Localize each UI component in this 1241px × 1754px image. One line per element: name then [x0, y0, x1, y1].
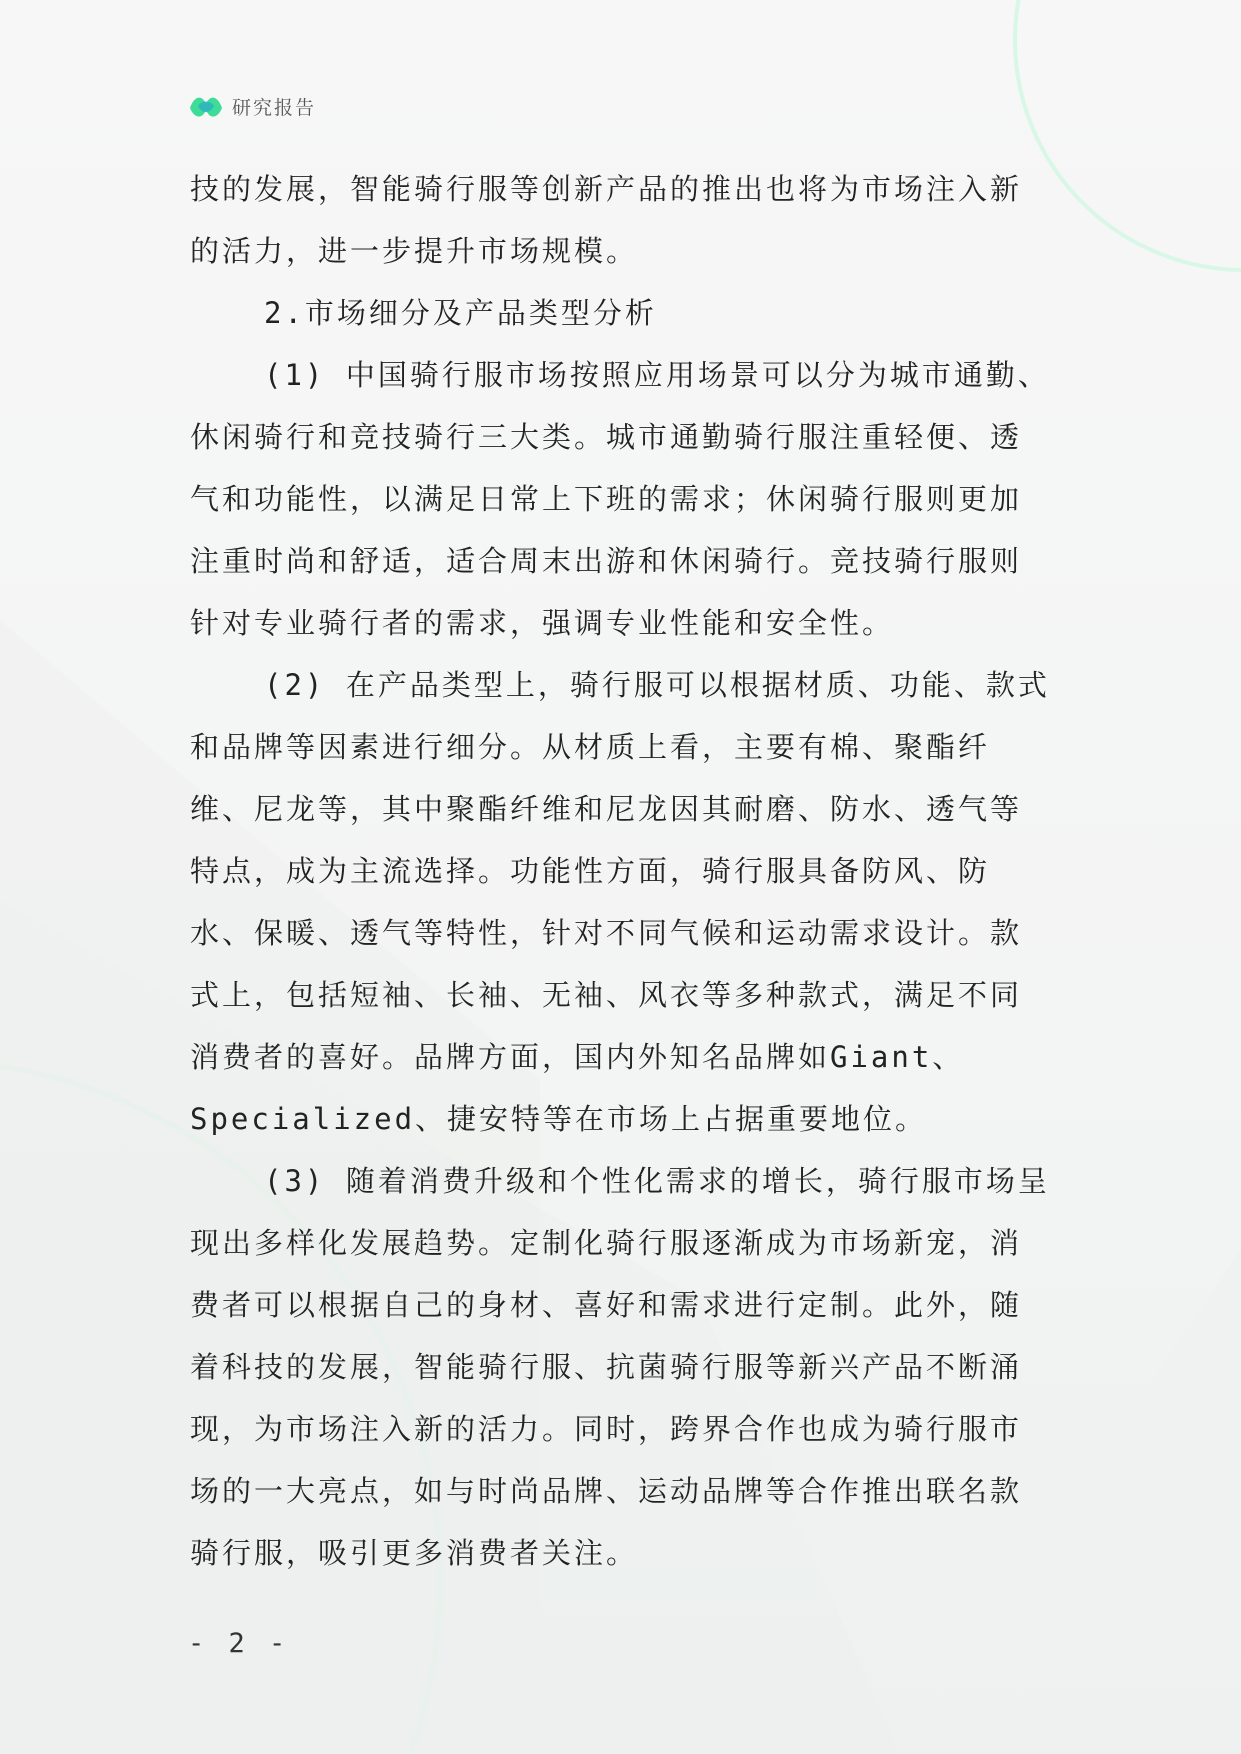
- header-title: 研究报告: [232, 96, 317, 119]
- paragraph-3: (3) 随着消费升级和个性化需求的增长，骑行服市场呈现出多样化发展趋势。定制化骑行服逐渐成为市场新宠，消费者可以根据自己的身材、喜好和需求进行定制。此外，随着科技的发展，智能骑行服、抗菌骑行服等新兴产品不断涌现，为市场注入新的活力。同时，跨界合作也成为骑行服市场的一大亮点，如与时尚品牌、运动品牌等合作推出联名款骑行服，吸引更多消费者关注。: [190, 1164, 1050, 1570]
- paragraph-2: (2) 在产品类型上，骑行服可以根据材质、功能、款式和品牌等因素进行细分。从材质上看，主要有棉、聚酯纤维、尼龙等，其中聚酯纤维和尼龙因其耐磨、防水、透气等特点，成为主流选择。功能性方面，骑行服具备防风、防水、保暖、透气等特性，针对不同气候和运动需求设计。款式上，包括短袖、长袖、无袖、风衣等多种款式，满足不同消费者的喜好。品牌方面，国内外知名品牌如Giant、Specialized、捷安特等在市场上占据重要地位。: [190, 668, 1050, 1136]
- paragraph-continuation: 技的发展，智能骑行服等创新产品的推出也将为市场注入新的活力，进一步提升市场规模。: [190, 172, 1023, 268]
- section-heading: 2.市场细分及产品类型分析: [264, 296, 657, 330]
- page-number: - 2 -: [188, 1628, 290, 1659]
- green-leaf-logo-icon: [188, 90, 224, 122]
- paragraph-1: (1) 中国骑行服市场按照应用场景可以分为城市通勤、休闲骑行和竞技骑行三大类。城市通勤骑行服注重轻便、透气和功能性，以满足日常上下班的需求；休闲骑行服则更加注重时尚和舒适，适合周末出游和休闲骑行。竞技骑行服则针对专业骑行者的需求，强调专业性能和安全性。: [190, 358, 1050, 640]
- document-body: [190, 158, 1050, 1584]
- report-header: [188, 88, 316, 124]
